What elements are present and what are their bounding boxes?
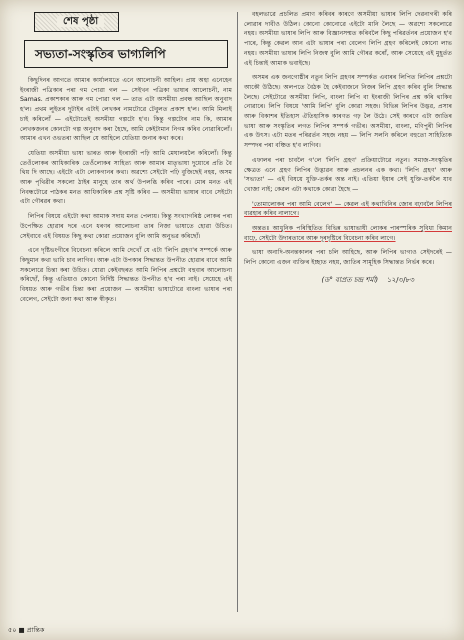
left-paragraph-4: এনে দৃষ্টিভংগীৰে বিবেচনা কৰিলে আমি দেখোঁ যে এটা 'লিপি গ্ৰহণ'ৰ সম্পৰ্কে আৰু কিছুমান কথা ভাবি চাব লাগিব। আৰু এটা উপকাৰ সিদ্ধান্তত উপনীত হোৱাৰ বাবে আমি সকলোৱে চিন্তা কৰা উচিত। যোৱা কেইবছৰত আমি লিপিৰ প্ৰশ্নটো বহুবাৰ আলোচনা কৰিছোঁ, কিন্তু এতিয়াও কোনো নিৰ্দিষ্ট সিদ্ধান্তত উপনীত হ'ব পৰা নাই। সেয়েহে এই বিষয়ত আৰু গভীৰ চিন্তা কৰা প্ৰয়োজন — অসমীয়া ভাষাটোৱে বাংলা ভাষাৰ পৰা বেলেগ, সেইটো জনা কথা আৰু স্বীকৃত।: [20, 247, 232, 303]
right-highlight-intro: এফালৰ পৰা চাবলৈ গ'লে 'লিপি গ্ৰহণ' প্ৰক্ৰিয়াটোৱে নতুন। সমাজ-সংস্কৃতিৰ ক্ষেত্ৰত এনে গ্ৰহণ লিপিৰ উদ্ভাৱন আৰু প্ৰচলনৰ এক কথা। 'লিপি গ্ৰহণ' আৰু 'সভ্যতা' — এই বিষয়ে যুক্তি-তৰ্কৰ অন্ত নাই। এতিয়া ইয়াৰ সেই যুক্তি-তৰ্কলৈ যাব খোজা নাই; কেৱল এটা কথাকে কোৱা হৈছে —: [244, 156, 452, 193]
right-column: [244, 10, 452, 286]
column-divider: [237, 12, 238, 612]
closing-paragraph: ভাষা অনাদি-অনন্তকালৰ পৰা চলি আহিছে, আৰু লিপিৰ ভাগ্যও সেইদৰেই — লিপি কোনো এজন ব্যক্তিৰ ইচ্ছাত নহয়, জাতিৰ সামূহিক সিদ্ধান্তত নিৰ্ভৰ কৰে।: [244, 249, 452, 267]
article-title: সভ্যতা-সংস্কৃতিৰ ভাগ্যলিপি: [24, 40, 228, 68]
left-paragraph-1: কিছুদিনৰ আগতে আমাৰ কাৰ্যালয়তে এনে আলোচনী আহিল। প্ৰায় অহা এনেহেন ইংৰাজী পত্ৰিকাৰ পৰা গম পোৱা গল — সেইখন পত্ৰিকা ভাষাৰ আলোচনী, নাম Samas. প্ৰকাশকাৰ আৰু গম পোৱা গল — তাত এটা অসমীয়া প্ৰবন্ধ আছিল অনুবাদ হ'ল। প্ৰথম লুইতৰ দুটাইৰ এটাই লেখকৰ নামটোৱে টেবুলত প্ৰকাশ হ'ল। আমি মিলাই চাই কৰিলোঁ — এইটোতেই অসমীয়া গল্পটো হ'ব। কিন্তু গল্পটোৰ নাম কি, আমাৰ লেখকজনৰ কোনটো গল্প অনুবাদ কৰা হৈছে, আমি কেইটামান নিগম কৰিব নোৱাৰিলোঁ। আমাৰ এখন ওভতৰা আছিল যে আহিলে যেতিয়া জনাৰ কথা কৰে।: [20, 77, 232, 143]
highlighted-quote: 'তোমালোকৰ পৰা আমি বেলেগ' — কেৱল এই কথাখিনিৰ জোৰ বঢ়াবলৈ লিপিৰ ব্যৱহাৰ কৰিব নালাগে।: [244, 200, 452, 218]
left-column: [20, 10, 232, 309]
article-date: ১২/৩/৮৩: [387, 275, 415, 284]
article-date-signature: [244, 276, 452, 286]
right-paragraph-1: বহলভাৱে প্ৰচলিত প্ৰমাণ কৰিবৰ কাৰণে অসমীয়া ভাষাৰ লিপি দেৱনাগৰী কৰি লোৱাৰ দাবীও উঠিল। কোনো কোনোৱে এইটো মানি লৈছে — অৱশ্যে সকলোৱে নহয়। অসমীয়া ভাষাৰ লিপি আৰু বিজ্ঞানসন্মত কৰিবলৈ কিছু পৰিৱৰ্তনৰ প্ৰয়োজন হ'ব পাৰে, কিন্তু কেৱল আন এটা ভাষাৰ পৰা বেলেগ লিপি গ্ৰহণ কৰিলেই কোনো লাভ নহয়। অসমীয়া ভাষাৰ লিপি নিজস্ব বুলি আমি গৌৰৱ কৰোঁ, আৰু সেয়েহে এই মুহূৰ্তত এই চিন্তাই আমাক ভবাইছে।: [244, 11, 452, 67]
signature: (ড° বাপ্ৰত চন্দ্ৰ শৰ্মা): [321, 275, 379, 284]
left-paragraph-2: যেতিয়া অসমীয়া ভাষা ভাৰত আৰু ইংৰাজী পঢ়ি আমি মেঘালয়লৈ কৰিলোঁ। কিন্তু তেওঁলোকৰ আধিকাৰিক তেওঁলোকৰ সাহিত্য আৰু আমাৰ মাতৃভাষা দুয়োৰে প্ৰতি বৈ থিয় দি আছে। এইটো এটা লোকগানৰ কথা। অৱশ্যে সেইটো পঢ়ি বুজিছেই নহয়, অসম আৰু পৃথিৱীৰ সকলো ঠাইৰ মানুহে তাৰ অৰ্থ উপলব্ধি কৰিব পাৰে। মোৰ মনত এই নিবন্ধটোৱে পাঠকৰ মনত আধিকাৰিক প্ৰশ্ন সৃষ্টি কৰিব — অসমীয়া ভাষাৰ বাবে সেইটো এটা গৌৰৱৰ কথা।: [20, 149, 232, 206]
page-footer: ৫০ ■ প্ৰান্তিক: [8, 626, 45, 634]
section-label: শেষ পৃষ্ঠা: [57, 16, 104, 27]
left-paragraph-3: লিপিৰ বিষয়ে এইটো কথা আমাক সদায় মনত পেলায়। কিন্তু সংখ্যাগৰিষ্ঠ লোকৰ পৰা উপেক্ষিত হোৱাৰ দৰে এনে ধৰণৰ আলোচনা তাৰ নিজা ভাষাতে হোৱা উচিত। সেইবাবে এই বিষয়ত কিছু কথা কোৱা প্ৰয়োজন বুলি আমি অনুভৱ কৰিছোঁ।: [20, 213, 232, 240]
right-paragraph-2: অসমৰ এক জনগোষ্ঠীৰ নতুন লিপি গ্ৰহণৰ সম্পৰ্কত এবাৰৰ লিপিত লিপিৰ প্ৰশ্নটো আকৌ উঠিছে। অলপতে বৈঠক হৈ কেইবাজনে নিজৰ লিপি গ্ৰহণ কৰিব বুলি সিদ্ধান্ত লৈছে। সেইটোৱে অসমীয়া লিপি, বাংলা লিপি বা ইংৰাজী লিপিৰ প্ৰশ্ন কৰি থাকিব নোৱাৰে। লিপি বিষয়ে 'আমি লিপি' বুলি কোৱা সহজ। বিভিন্ন লিপিৰ উদ্ভৱ, প্ৰসাৰ আৰু বিকাশৰ ইতিহাস ঐতিহাসিক কাৰণত গঢ় লৈ উঠে। সেই কাৰণে এটা জাতিৰ ভাষা আৰু সংস্কৃতিৰ লগত লিপিৰ সম্পৰ্ক গভীৰ। অসমীয়া, বাংলা, মণিপুৰী লিপিৰ এক উৎস। এটা মতৰ পৰিৱৰ্তন সহজ নহয় — লিপি সলনি কৰিলে বহুতো সাহিত্যিক সম্পদৰ পৰা বঞ্চিত হ'ব লাগিব।: [244, 74, 452, 150]
section-label-box: [34, 12, 119, 32]
highlighted-quote-2: অন্ততঃ আধুনিক পৰিস্থিতিত বিভিন্ন ভাষাভাষী লোকৰ পাৰস্পৰিক সুবিধা কিমান বাঢ়ে, সেইটো উদাৰতাৰে আৰু দূৰদৃষ্টিৰে বিবেচনা কৰিব লাগে।: [244, 225, 452, 242]
